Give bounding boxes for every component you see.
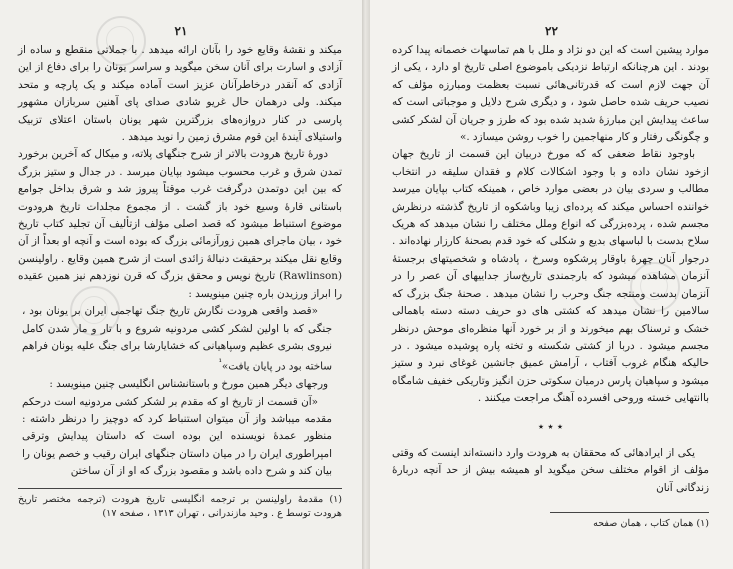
section-divider: ٭ ٭ ٭ <box>538 419 563 433</box>
footnote-ref: ¹ <box>218 358 222 369</box>
page-body <box>18 42 342 481</box>
book-gutter <box>362 0 370 569</box>
paragraph: یکی از ایرادهائی که محققان به هرودت وارد دانسته‌اند اینست که وقتی مؤلف از اقوام مختلف سخن میگوید او همیشه بیش از حد آنچه دربارهٔ زندگانی آنان <box>392 446 709 494</box>
paragraph: ورجهای دیگر همین مورخ و باستانشناس انگلیسی چنین مینویسد : <box>49 378 328 391</box>
paragraph: باوجود نقاط ضعفی که که مورخ دربیان این قسمت از تاریخ جهان ازخود نشان داده و با وجود اشکالات کلام و فقدان سلیقه در انتخاب مطالب و سردی بیان در بعضی موارد خاص ، همینکه کتاب بپایان میرسد خواننده احساس میکند که پرده‌ای زیبا وباشکوه از تاریخ گذشته درنظرش مجسم شده ، پرده‌بزرگی که انواع وملل مختلف را نشان میدهد که هریک سلاح بدست با لباسهای بدیع و شکلی که خود قدم بصحنهٔ کارزار نهاده‌اند . درجوار آنان چهرهٔ باوقار پرشکوه وسرخ ، پادشاه و شخصیتهای برجستهٔ آنزمان مشاهده میشود که بارجمندی تاریخ‌ساز جداییهای آن عصر را در آنزمان بدست ومنتجه جنگ وحرب را نشان میدهد . صحنهٔ جنگ بزرگ که سالامین را نشان میدهد که کشتی های دو حریف دسته دسته باهمالی خشک و ترسناک بهم میخورند و از بر خورد آنها منظره‌ای موحش درنظر مجسم میشود . دربا از کشتی شکسته و تخته پاره پوشیده میشود . در حالیکه هنگام غروب آفتاب ، آرامش عمیق جانشین غوغای نبرد و ستیز میشود و سپاهیان پارس درمیان سکوتی حزن انگیز وتاریکی خفیف شامگاه باانتهایی خسته وروحی افسرده آهنگ مراجعت میکنند . <box>392 148 709 405</box>
left-page <box>0 0 362 569</box>
paragraph: میکند و نقشهٔ وقایع خود را بآنان ارائه میدهد . با جملاتی منقطع و ساده از آزادی و اسارت برای آنان سخن میگوید و سراسر یونان را برای دفاع از این آزادی که آنقدر درخاطرآنان عزیز است آماده میکند و یک پارچه و متحد میکند. ولی درهمان حال غریو شادی صدای پای آهنین سربازان مشهور پارسی در کنار دروازه‌های بزرگترین شهر یونان باستان اعتلای تزبیک واستیلای آیندهٔ این قوم مشرق زمین را نوید میدهد . <box>18 44 342 144</box>
paragraph: دورهٔ تاریخ هرودت بالاتر از شرح جنگهای پلاته، و میکال که آخرین برخورد تمدن شرق و غرب محسوب میشود بپایان میرسد . در جدال و ستیز بزرگ که بین این دوتمدن درگرفت غرب موقتاً پیروز شد و شرق بداخل جوامع باستانی قارهٔ وسیع خود باز گشت . از مجموع مجلدات تاریخ هرودوت موضوع استنباط میشود که قصد اصلی مؤلف ازتألیف آن تجلید کتاب تاریخ خود ، بیان ماجرای همین زورآزمائی بزرگ که بوده است و آنچه او بعداً از آن وقایع نقل میکند برحقیقت دنبالهٔ زائدی است از شرح همین وقایع . راولینسن (Rawlinson) تاریخ نویس و محقق بزرگ که قرن نوزدهم نیز همین عقیده را ابراز ورزیدن باره چنین مینویسد : <box>18 148 342 300</box>
page-number: ۲۱ <box>174 24 188 38</box>
footnote: (۱) همان کتاب ، همان صفحه <box>550 512 709 531</box>
block-quote: «آن قسمت از تاریخ او که مقدم بر لشکر کشی مردونیه است درحکم مقدمه میباشد واز آن میتوان استنباط کرد که دوچیز را درنظر داشته : منظور عمدهٔ نویسنده این بوده است که داستان پیدایش وترقی امپراطوری ایران را در میان داستان جنگهای ایران رقیب و خصم یونان را بیان کند و شرح داده باشد و مقصود بزرگ که او از آن ساختن <box>22 395 332 478</box>
page-number: ۲۲ <box>545 24 558 38</box>
block-quote <box>18 303 342 376</box>
paragraph: موارد پیشین است که این دو نژاد و ملل با هم تماسهات خصمانه پیدا کرده بودند . این هرچنانکه ارتباط نزدیکی باموضوع اصلی تاریخ او دارد ، یکی از آن جهت لازم است که قدرتانی‌هائی نسبت بعظمت ومبارزه مؤلف که نصیب حریف شده حاصل شود ، و دیگری شرح دلایل و موجباتی است که ساعث پیدایش این مبارزهٔ شدید شده بود که طرز و جریان آن لشکر کشی و چگونگی رفتار و کار منهاجمین را خوب روشن میسازد .» <box>392 44 709 144</box>
page-body <box>392 42 709 497</box>
right-page <box>370 0 733 569</box>
footnote: (۱) مقدمهٔ راولینسن بر ترجمه انگلیسی تاریخ هرودت (ترجمه مختصر تاریخ هرودت توسط ع . وحید مازندرانی ، تهران ۱۳۱۳ ، صفحه ۱۷) <box>18 488 342 521</box>
quote-text: «قصد واقعی هرودت نگارش تاریخ جنگ تهاجمی ایران بر یونان بود ، جنگی که با اولین لشکر کشی مردونیه شروع و با تار و مار شدن کامل نیروی بشری عظیم وسپاهیانی که خشایارشا برای جنگ علیه یونان فراهم ساخته بود در پایان یافت» <box>22 305 332 373</box>
